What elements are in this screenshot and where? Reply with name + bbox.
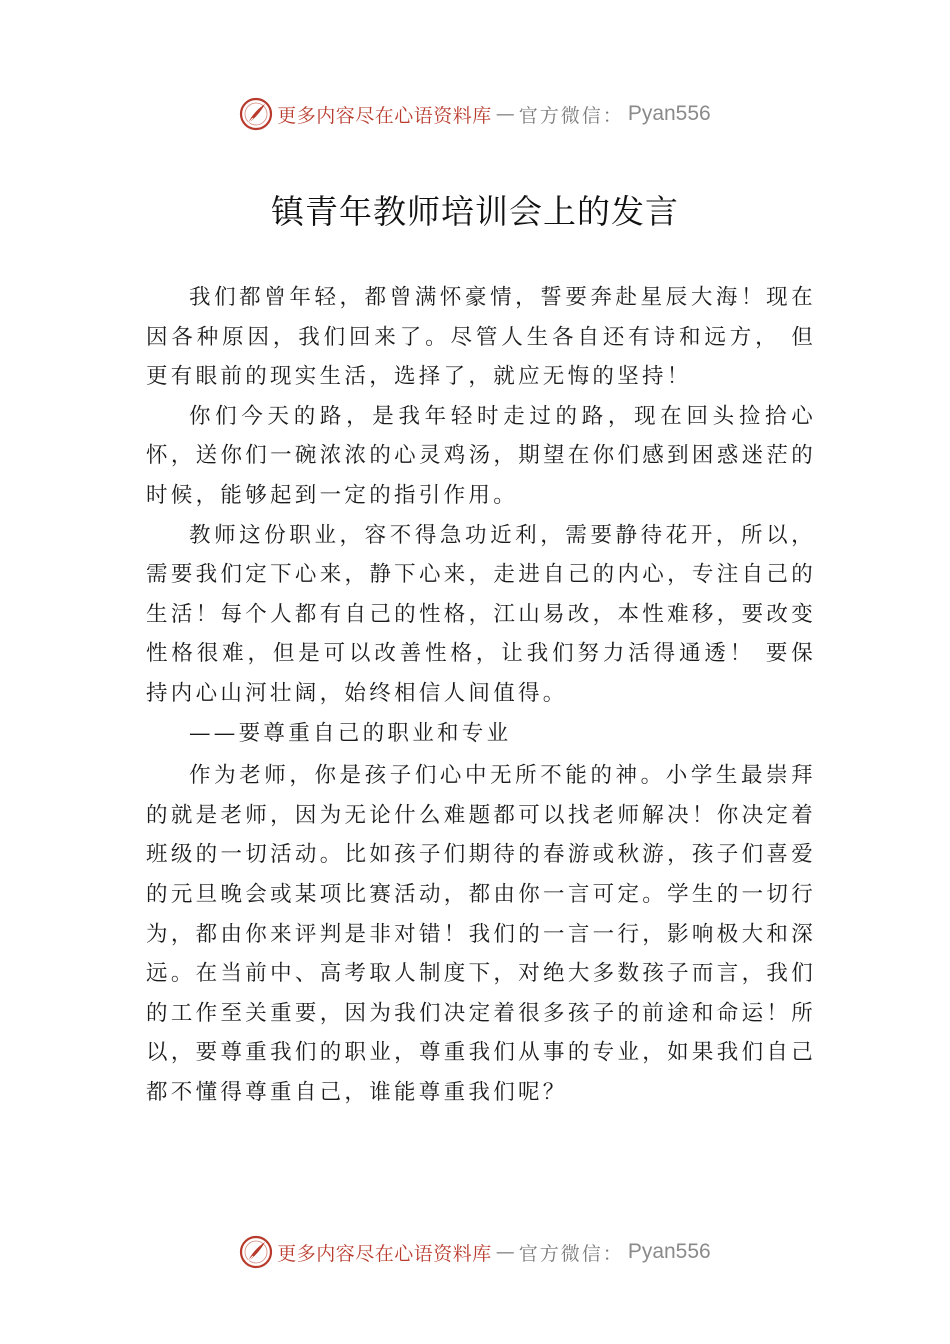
body-paragraph: 作为老师，你是孩子们心中无所不能的神。小学生最崇拜的就是老师，因为无论什么难题都可以找老师解决！你决定着班级的一切活动。比如孩子们期待的春游或秋游，孩子们喜爱的元旦晚会或某项比赛活动，都由你一言可定。学生的一切行为，都由你来评判是非对错！我们的一言一行，影响极大和深远。在当前中、高考取人制度下，对绝大多数孩子而言，我们的工作至关重要，因为我们决定着很多孩子的前途和命运！所以，要尊重我们的职业，尊重我们从事的专业，如果我们自己都不懂得尊重自己，谁能尊重我们呢？: [146, 763, 816, 1105]
document-title: 镇青年教师培训会上的发言: [271, 192, 679, 231]
body-paragraph: 我们都曾年轻，都曾满怀豪情，誓要奔赴星辰大海！现在因各种原因，我们回来了。尽管人生各自还有诗和远方， 但更有眼前的现实生活，选择了，就应无悔的坚持！: [146, 285, 816, 390]
document-body: [146, 278, 816, 1112]
banner-wechat-label: 官方微信：: [518, 1242, 624, 1265]
banner-brand-text: 更多内容尽在心语资料库: [277, 1242, 492, 1265]
banner-brand-text: 更多内容尽在心语资料库: [277, 104, 492, 127]
section-subheading: ——要尊重自己的职业和专业: [189, 720, 512, 746]
footer-watermark-banner: [0, 1232, 950, 1272]
banner-wechat-id: Pyan556: [627, 1240, 711, 1263]
body-paragraph: 你们今天的路，是我年轻时走过的路，现在回头捡拾心怀，送你们一碗浓浓的心灵鸡汤，期望在你们感到困惑迷茫的时候，能够起到一定的指引作用。: [146, 403, 816, 508]
quill-logo-icon: [239, 1235, 273, 1269]
banner-wechat-id: Pyan556: [627, 102, 711, 125]
header-watermark-banner: [0, 94, 950, 134]
banner-separator: —: [495, 1241, 515, 1263]
banner-wechat-label: 官方微信：: [518, 104, 624, 127]
quill-logo-icon: [239, 97, 273, 131]
banner-separator: —: [495, 103, 515, 125]
body-paragraph: 教师这份职业，容不得急功近利，需要静待花开，所以，需要我们定下心来，静下心来，走进自己的内心，专注自己的生活！每个人都有自己的性格，江山易改，本性难移，要改变性格很难，但是可以改善性格，让我们努力活得通透！ 要保持内心山河壮阔，始终相信人间值得。: [146, 522, 816, 706]
